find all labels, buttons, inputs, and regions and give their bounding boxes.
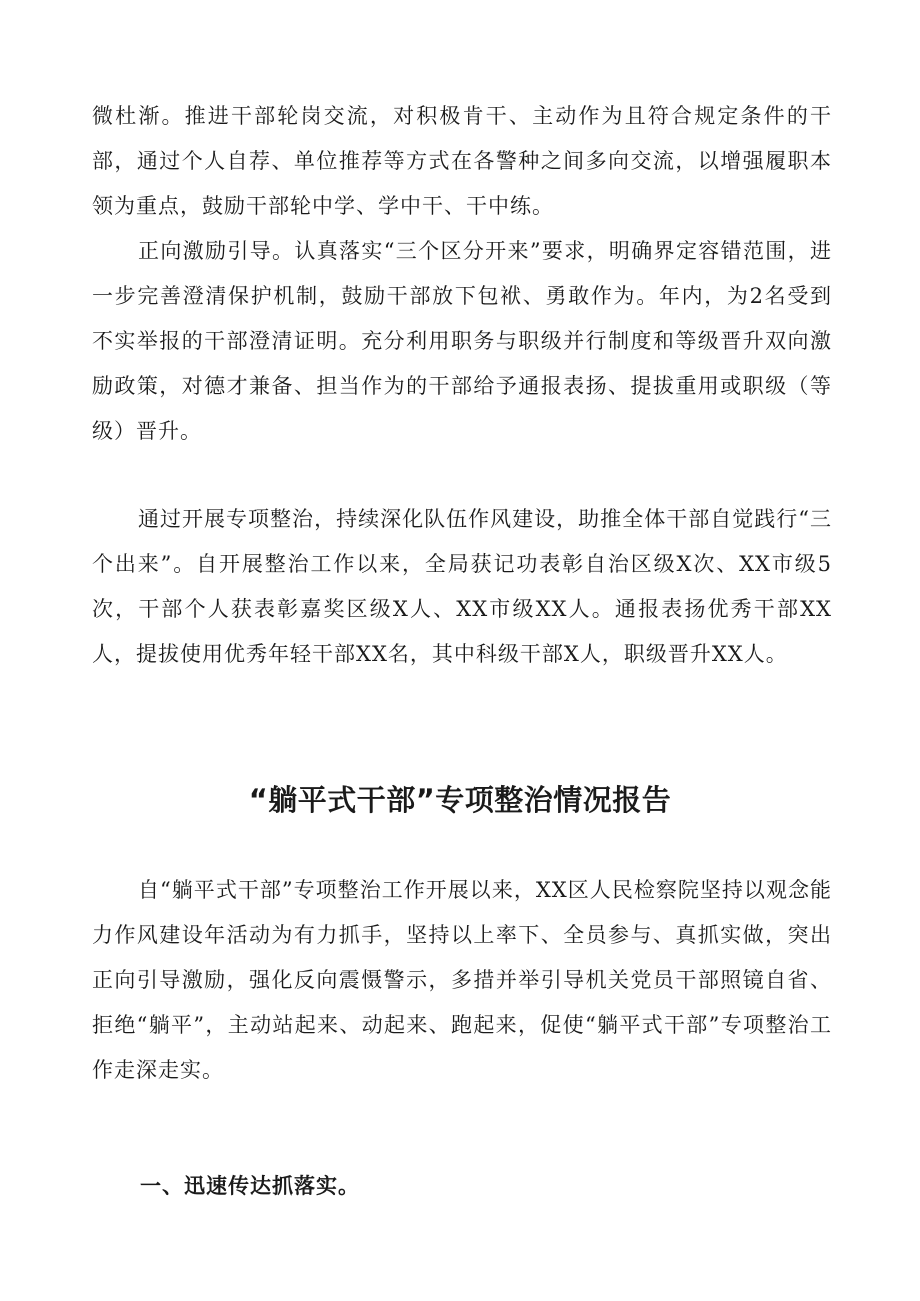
report-title: “躺平式干部”专项整治情况报告 [248, 783, 672, 817]
section-heading-1: 一、迅速传达抓落实。 [140, 1174, 360, 1198]
paragraph-rotation-exchange: 微杜渐。推进干部轮岗交流，对积极肯干、主动作为且符合规定条件的干部，通过个人自荐、单位推荐等方式在各警种之间多向交流，以增强履职本领为重点，鼓励干部轮中学、学中干、干中练。 [92, 104, 832, 218]
paragraph-positive-incentive: 正向激励引导。认真落实“三个区分开来”要求，明确界定容错范围，进一步完善澄清保护机制，鼓励干部放下包袱、勇敢作为。年内，为2名受到不实举报的干部澄清证明。充分利用职务与职级并行制度和等级晋升双向激励政策，对德才兼备、担当作为的干部给予通报表扬、提拔重用或职级（等级）晋升。 [92, 239, 832, 443]
paragraph-rectification-results: 通过开展专项整治，持续深化队伍作风建设，助推全体干部自觉践行“三个出来”。自开展整治工作以来，全局获记功表彰自治区级X次、XX市级5次，干部个人获表彰嘉奖区级X人、XX市级XX人。通报表扬优秀干部XX人，提拔使用优秀年轻干部XX名，其中科级干部X人，职级晋升XX人。 [92, 507, 832, 666]
paragraph-report-intro: 自“躺平式干部”专项整治工作开展以来，XX区人民检察院坚持以观念能力作风建设年活动为有力抓手，坚持以上率下、全员参与、真抓实做，突出正向引导激励，强化反向震慑警示，多措并举引导机关党员干部照镜自省、拒绝“躺平”，主动站起来、动起来、跑起来，促使“躺平式干部”专项整治工作走深走实。 [92, 878, 832, 1082]
